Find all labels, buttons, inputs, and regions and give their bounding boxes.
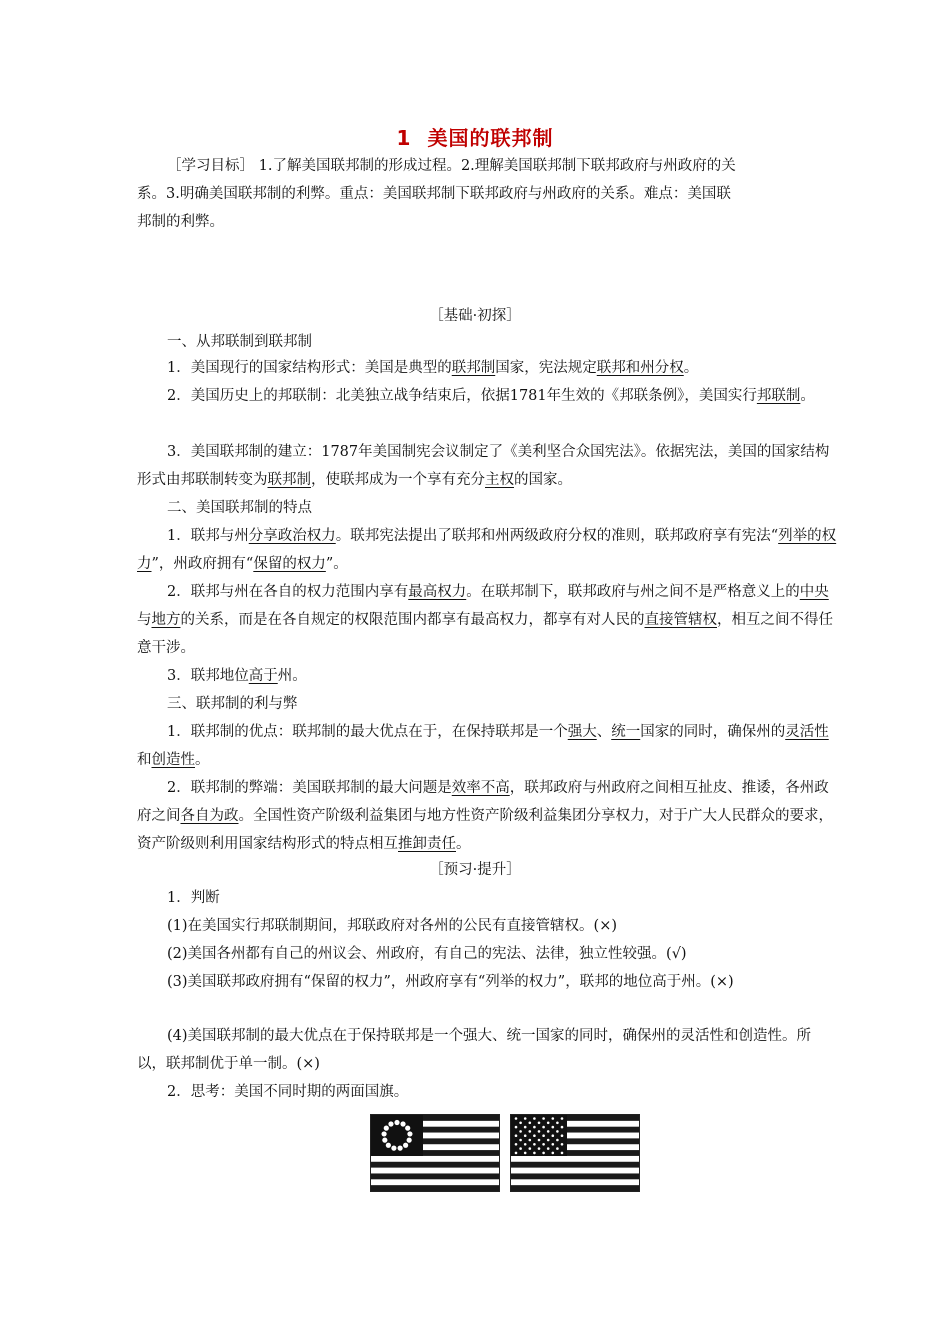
flag-stripe bbox=[511, 1162, 639, 1168]
flag-star bbox=[561, 1152, 564, 1155]
section-preview-heading: ［预习·提升］ bbox=[429, 862, 521, 878]
part2-item3: 3．联邦地位高于州。 bbox=[167, 668, 307, 684]
flag-star bbox=[533, 1126, 536, 1129]
flag-star bbox=[524, 1134, 527, 1137]
flag-star bbox=[519, 1139, 522, 1142]
flag-star bbox=[542, 1143, 545, 1146]
question-1-title: 1．判断 bbox=[167, 890, 220, 906]
flag-star bbox=[547, 1130, 550, 1133]
part2-item2: 2．联邦与州在各自的权力范围内享有最高权力。在联邦制下，联邦政府与州之间不是严格意义上的中央与地方的关系，而是在各自规定的权限范围内都享有最高权力，都享有对人民的直接管辖权，相互之间不得任意干涉。 bbox=[137, 584, 833, 656]
judgment-3: (3)美国联邦政府拥有“保留的权力”，州政府享有“列举的权力”，联邦的地位高于州。(×) bbox=[167, 974, 734, 990]
flag-star bbox=[407, 1131, 412, 1136]
objectives-line-1: ［学习目标］ 1.了解美国联邦制的形成过程。2.理解美国联邦制下联邦政府与州政府的关 bbox=[167, 158, 736, 174]
flag-star bbox=[547, 1147, 550, 1150]
flag-star bbox=[538, 1122, 541, 1125]
flag-star bbox=[519, 1147, 522, 1150]
flag-star bbox=[407, 1138, 412, 1143]
flag-star bbox=[533, 1152, 536, 1155]
flag-star bbox=[538, 1139, 541, 1142]
flag-star bbox=[388, 1121, 393, 1126]
objectives-line-2: 系。3.明确美国联邦制的利弊。重点：美国联邦制下联邦政府与州政府的关系。难点：美国联 bbox=[137, 186, 731, 202]
flag-star bbox=[524, 1143, 527, 1146]
flag-stripe bbox=[511, 1185, 639, 1191]
flag-star bbox=[394, 1120, 399, 1125]
flag-star bbox=[381, 1131, 386, 1136]
modern-us-flag-image bbox=[511, 1115, 639, 1191]
part1-title: 一、从邦联制到联邦制 bbox=[167, 334, 312, 350]
flag-star bbox=[538, 1130, 541, 1133]
flag-star bbox=[547, 1122, 550, 1125]
flag-star bbox=[542, 1134, 545, 1137]
section-basic-heading: ［基础·初探］ bbox=[429, 308, 521, 324]
flag-star bbox=[533, 1143, 536, 1146]
flag-star bbox=[529, 1130, 532, 1133]
flag-star bbox=[529, 1122, 532, 1125]
flag-star bbox=[515, 1152, 518, 1155]
flag-star bbox=[556, 1139, 559, 1142]
flag-star bbox=[524, 1117, 527, 1120]
flag-stripe bbox=[371, 1162, 499, 1168]
flag-star bbox=[386, 1143, 391, 1148]
part3-item2: 2．联邦制的弊端：美国联邦制的最大问题是效率不高，联邦政府与州政府之间相互扯皮、推诿，各州政府之间各自为政。全国性资产阶级利益集团与地方性资产阶级利益集团分享权力，对于广大人民群众的要求，资产阶级则利用国家结构形式的特点相互推卸责任。 bbox=[137, 780, 833, 852]
part2-item1: 1．联邦与州分享政治权力。联邦宪法提出了联邦和州两级政府分权的准则，联邦政府享有宪法“列举的权力”，州政府拥有“保留的权力”。 bbox=[137, 528, 837, 572]
flag-star bbox=[382, 1138, 387, 1143]
flag-us-modern bbox=[510, 1114, 640, 1192]
flag-star bbox=[552, 1152, 555, 1155]
flag-star bbox=[533, 1134, 536, 1137]
judgment-2: (2)美国各州都有自己的州议会、州政府，有自己的宪法、法律，独立性较强。(√) bbox=[167, 946, 687, 962]
flag-star bbox=[384, 1126, 389, 1131]
flag-star bbox=[552, 1117, 555, 1120]
flag-star bbox=[556, 1147, 559, 1150]
part1-item1: 1．美国现行的国家结构形式：美国是典型的联邦制国家，宪法规定联邦和州分权。 bbox=[167, 360, 699, 376]
flag-star bbox=[515, 1126, 518, 1129]
flag-star bbox=[524, 1152, 527, 1155]
flags-figure bbox=[370, 1114, 640, 1192]
flag-star bbox=[405, 1126, 410, 1131]
flag-star bbox=[547, 1139, 550, 1142]
flag-star bbox=[524, 1126, 527, 1129]
part2-title: 二、美国联邦制的特点 bbox=[167, 500, 312, 516]
flag-star bbox=[391, 1146, 396, 1151]
flag-star bbox=[542, 1152, 545, 1155]
flag-star bbox=[515, 1143, 518, 1146]
flag-star bbox=[398, 1146, 403, 1151]
flag-star bbox=[561, 1143, 564, 1146]
flag-star bbox=[556, 1122, 559, 1125]
part1-item2: 2．美国历史上的邦联制：北美独立战争结束后，依据1781年生效的《邦联条例》，美国实行邦联制。 bbox=[167, 388, 815, 404]
objectives-line-3: 邦制的利弊。 bbox=[137, 214, 224, 230]
part3-item1: 1．联邦制的优点：联邦制的最大优点在于，在保持联邦是一个强大、统一国家的同时，确保州的灵活性和创造性。 bbox=[137, 724, 829, 768]
flag-star bbox=[529, 1139, 532, 1142]
part3-title: 三、联邦制的利与弊 bbox=[167, 696, 298, 712]
flag-star bbox=[556, 1130, 559, 1133]
flag-star bbox=[519, 1122, 522, 1125]
question-2-title: 2．思考：美国不同时期的两面国旗。 bbox=[167, 1084, 409, 1100]
flag-star bbox=[400, 1121, 405, 1126]
title-number: 1 bbox=[396, 126, 412, 150]
flag-star bbox=[533, 1117, 536, 1120]
flag-star bbox=[552, 1126, 555, 1129]
flag-star bbox=[552, 1134, 555, 1137]
flag-star bbox=[403, 1143, 408, 1148]
flag-star bbox=[542, 1126, 545, 1129]
judgment-1: (1)在美国实行邦联制期间，邦联政府对各州的公民有直接管辖权。(×) bbox=[167, 918, 618, 934]
flag-betsy-ross bbox=[370, 1114, 500, 1192]
flag-star bbox=[542, 1117, 545, 1120]
flag-star bbox=[529, 1147, 532, 1150]
page-title bbox=[0, 122, 950, 151]
part1-item3: 3．美国联邦制的建立：1787年美国制宪会议制定了《美利坚合众国宪法》。依据宪法，美国的国家结构形式由邦联制转变为联邦制，使联邦成为一个享有充分主权的国家。 bbox=[137, 444, 830, 488]
flag-stripe bbox=[371, 1173, 499, 1179]
flag-star bbox=[538, 1147, 541, 1150]
flag-star bbox=[561, 1117, 564, 1120]
flag-star bbox=[515, 1117, 518, 1120]
flag-star bbox=[552, 1143, 555, 1146]
flag-star bbox=[515, 1134, 518, 1137]
judgment-4: (4)美国联邦制的最大优点在于保持联邦是一个强大、统一国家的同时，确保州的灵活性和创造性。所以，联邦制优于单一制。(×) bbox=[137, 1028, 812, 1072]
flag-stripe bbox=[511, 1173, 639, 1179]
flag-star bbox=[519, 1130, 522, 1133]
title-text: 美国的联邦制 bbox=[427, 126, 554, 150]
flag-stripe bbox=[371, 1185, 499, 1191]
flag-star bbox=[561, 1134, 564, 1137]
flag-star bbox=[561, 1126, 564, 1129]
betsy-ross-flag-image bbox=[371, 1115, 499, 1191]
